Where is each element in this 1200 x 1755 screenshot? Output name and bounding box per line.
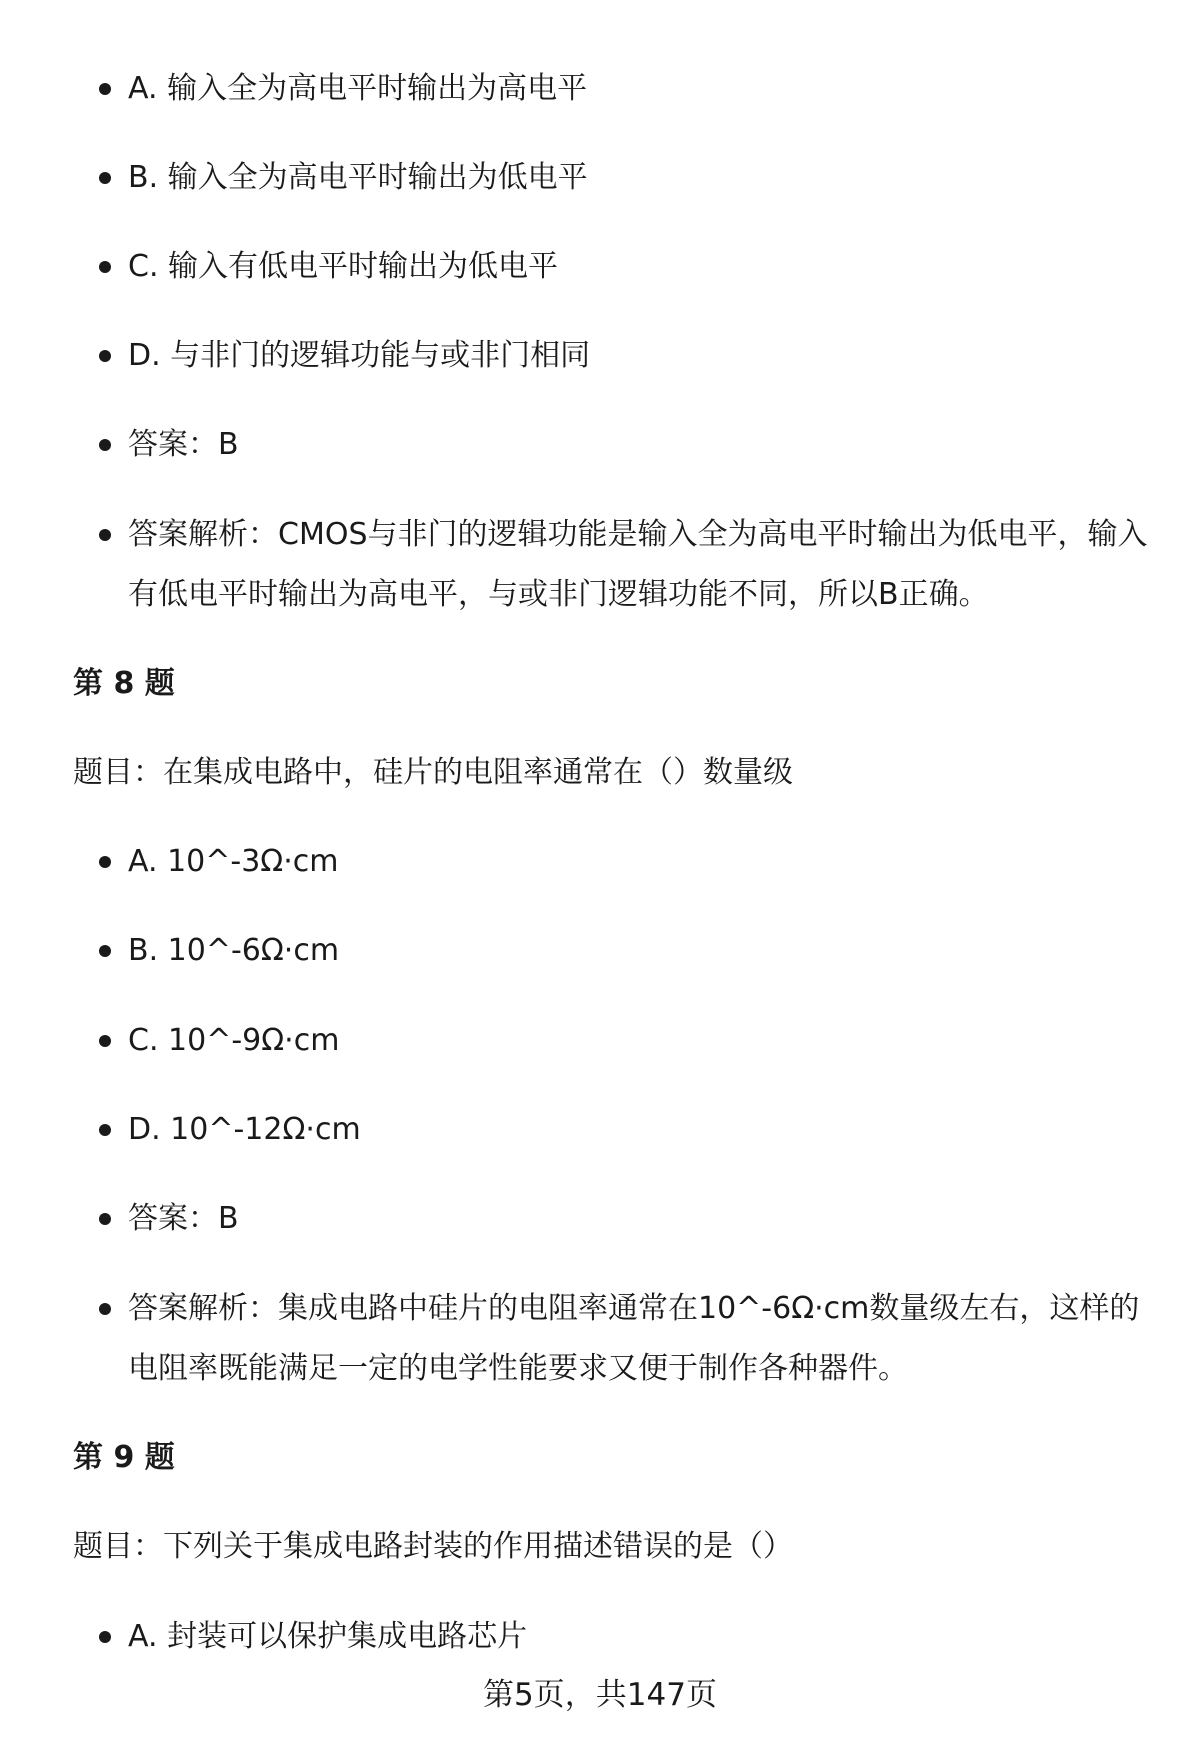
q9-heading: 第 9 题 (73, 1440, 175, 1475)
q8-question: 题目：在集成电路中，硅片的电阻率通常在（）数量级 (73, 755, 793, 790)
q8-answer: 答案：B (128, 1189, 1158, 1249)
q7-answer: 答案：B (128, 415, 1158, 475)
q8-explanation: 答案解析：集成电路中硅片的电阻率通常在10^-6Ω·cm数量级左右，这样的电阻率既能满足一定的电学性能要求又便于制作各种器件。 (128, 1279, 1158, 1399)
q8-option-d: D. 10^-12Ω·cm (128, 1100, 1158, 1160)
q7-option-b: B. 输入全为高电平时输出为低电平 (128, 148, 1158, 208)
q7-option-c: C. 输入有低电平时输出为低电平 (128, 237, 1158, 297)
q8-option-a: A. 10^-3Ω·cm (128, 832, 1158, 892)
q8-option-b: B. 10^-6Ω·cm (128, 921, 1158, 981)
q8-option-c: C. 10^-9Ω·cm (128, 1011, 1158, 1071)
q8-heading: 第 8 题 (73, 666, 175, 701)
page-number-footer: 第5页，共147页 (483, 1677, 717, 1713)
q7-option-d: D. 与非门的逻辑功能与或非门相同 (128, 326, 1158, 386)
q9-option-a: A. 封装可以保护集成电路芯片 (128, 1607, 1158, 1667)
q7-explanation: 答案解析：CMOS与非门的逻辑功能是输入全为高电平时输出为低电平，输入有低电平时输出为高电平，与或非门逻辑功能不同，所以B正确。 (128, 505, 1158, 625)
q7-option-a: A. 输入全为高电平时输出为高电平 (128, 59, 1158, 119)
q9-question: 题目：下列关于集成电路封装的作用描述错误的是（） (73, 1529, 793, 1564)
